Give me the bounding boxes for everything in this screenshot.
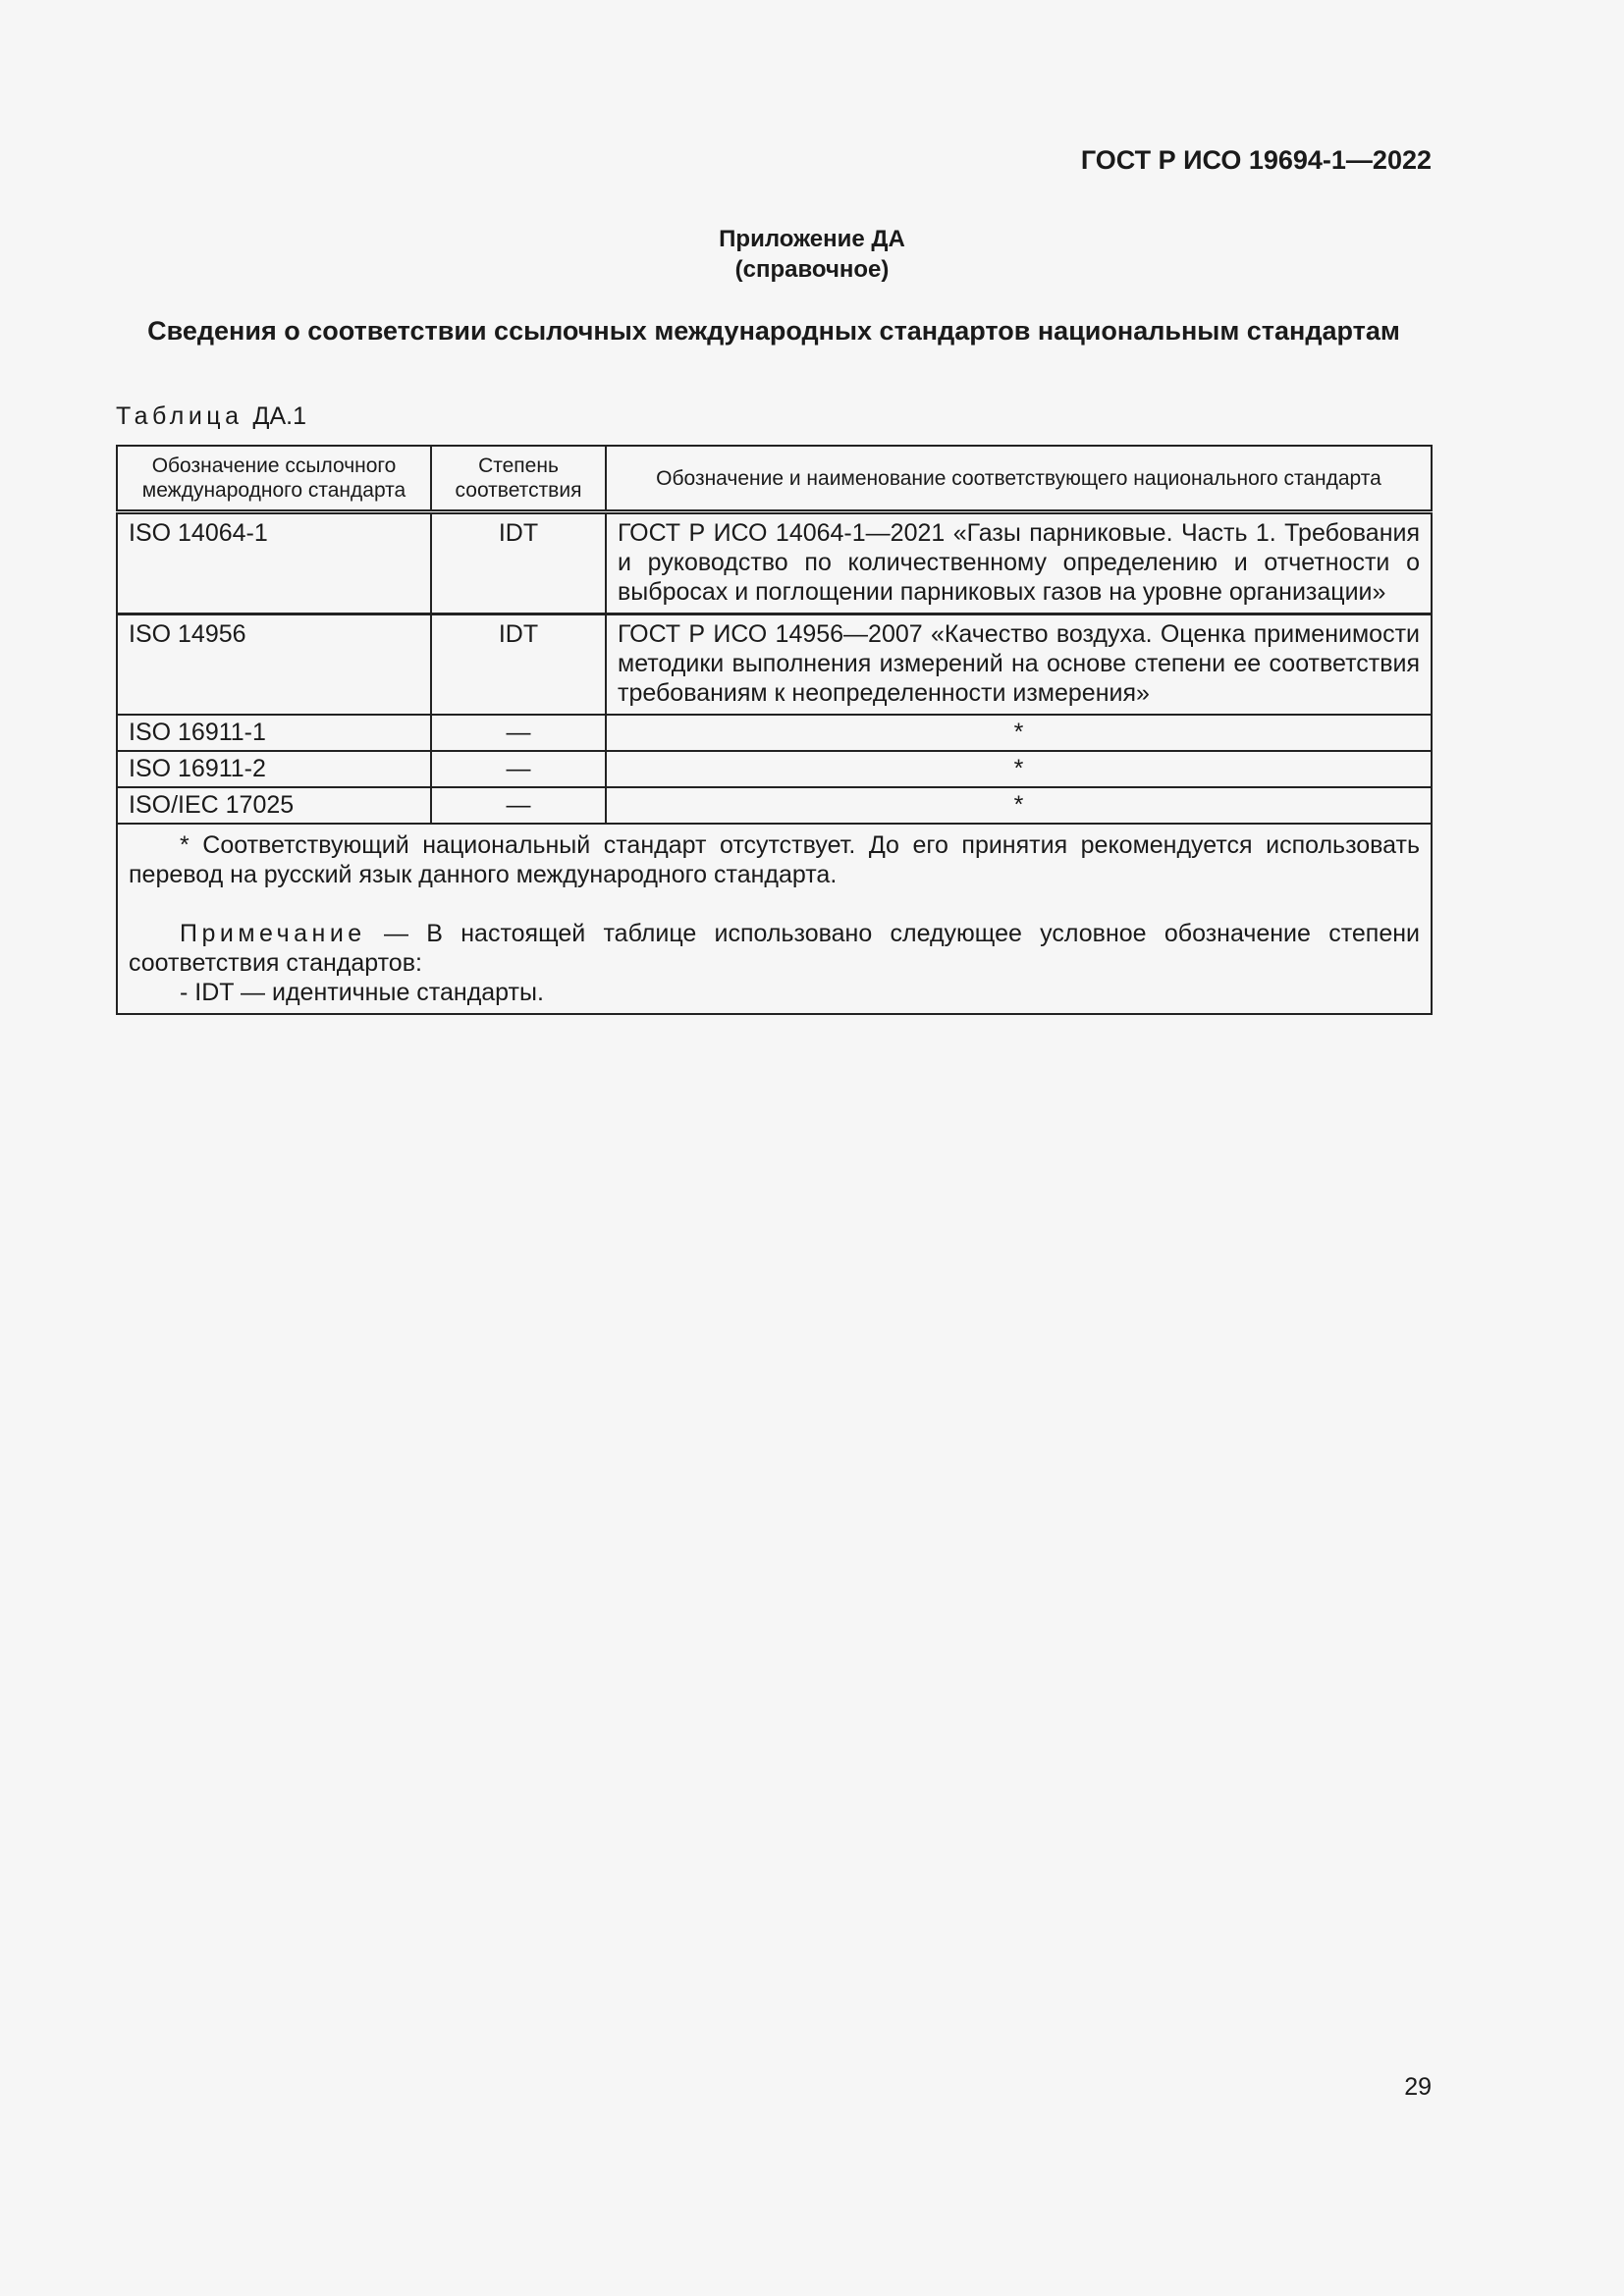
table-row <box>117 715 1432 751</box>
table-row <box>117 787 1432 824</box>
cell-reference: ISO 16911-1 <box>117 715 431 751</box>
cell-degree: — <box>431 751 606 787</box>
cell-degree: IDT <box>431 614 606 716</box>
cell-reference: ISO 14064-1 <box>117 512 431 614</box>
note-text: — В настоящей таблице использовано следующее условное обозначение степени соответствия стандартов: <box>129 920 1420 977</box>
cell-reference: ISO/IEC 17025 <box>117 787 431 824</box>
cell-degree: IDT <box>431 512 606 614</box>
header-degree: Степень соответствия <box>431 446 606 512</box>
table-notes <box>117 824 1432 1014</box>
note-label: Примечание <box>180 920 366 947</box>
cell-degree: — <box>431 715 606 751</box>
annex-subtitle: (справочное) <box>734 256 890 283</box>
table-notes-row <box>117 824 1432 1014</box>
cell-national: * <box>606 751 1432 787</box>
note-item: - IDT — идентичные стандарты. <box>180 979 544 1006</box>
table-header-row <box>117 446 1432 512</box>
table-row <box>117 751 1432 787</box>
table-caption-number: ДА.1 <box>252 402 306 430</box>
page-number: 29 <box>1404 2073 1432 2101</box>
table-footnote: * Соответствующий национальный стандарт отсутствует. До его принятия рекомендуется использовать перевод на русский язык данного международного стандарта. <box>129 831 1420 888</box>
header-reference-standard: Обозначение ссылочного международного стандарта <box>117 446 431 512</box>
table-row <box>117 614 1432 716</box>
standards-table <box>116 445 1433 1015</box>
header-national-standard: Обозначение и наименование соответствующего национального стандарта <box>606 446 1432 512</box>
table-note <box>129 919 1420 978</box>
document-code: ГОСТ Р ИСО 19694-1—2022 <box>1080 145 1432 175</box>
section-title: Сведения о соответствии ссылочных международных стандартов национальным стандартам <box>147 316 1400 346</box>
cell-national: * <box>606 787 1432 824</box>
table-caption <box>116 402 306 431</box>
cell-degree: — <box>431 787 606 824</box>
cell-national: ГОСТ Р ИСО 14064-1—2021 «Газы парниковые. Часть 1. Требования и руководство по количественному определению и отчетности о выбросах и поглощении парниковых газов на уровне организации» <box>606 512 1432 614</box>
annex-title: Приложение ДА <box>719 226 905 252</box>
cell-reference: ISO 16911-2 <box>117 751 431 787</box>
cell-national: ГОСТ Р ИСО 14956—2007 «Качество воздуха. Оценка применимости методики выполнения измерений на основе степени ее соответствия требованиям к неопределенности измерения» <box>606 614 1432 716</box>
table-caption-label: Таблица <box>116 402 244 430</box>
cell-national: * <box>606 715 1432 751</box>
notes-spacer <box>129 889 1420 919</box>
annex-heading <box>0 224 1624 285</box>
cell-reference: ISO 14956 <box>117 614 431 716</box>
table-row <box>117 512 1432 614</box>
